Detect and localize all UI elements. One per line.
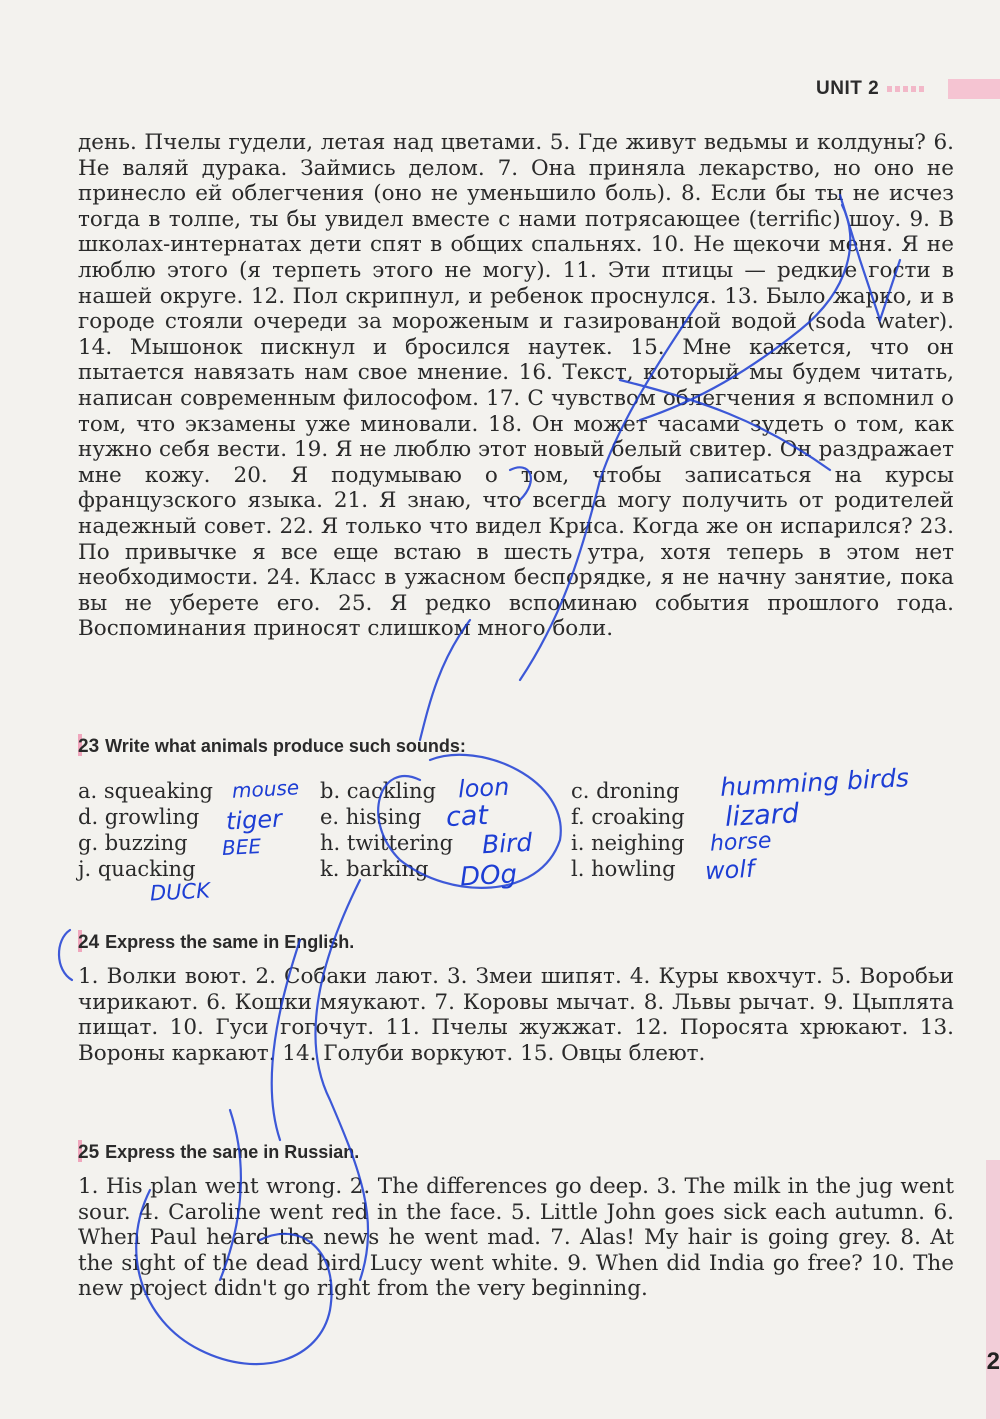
- handwritten-answer: DUCK: [149, 878, 211, 906]
- handwritten-answer: loon: [457, 772, 510, 804]
- exercise-24-text: 1. Волки воют. 2. Собаки лают. 3. Змеи шипят. 4. Куры квохчут. 5. Воробьи чирикают. 6. Кошки мяукают. 7. Коровы мычат. 8. Львы рычат. 9. Цыплята пищат. 10. Гуси гогочут. 11. Пчелы жужжат. 12. Поросята хрюкают. 13. Вороны каркают. 14. Голуби воркуют. 15. Овцы блеют.: [78, 964, 954, 1066]
- handwritten-answer: horse: [709, 828, 773, 857]
- handwritten-answer: lizard: [724, 798, 800, 833]
- exercise-24-number: 24: [78, 932, 100, 953]
- handwritten-answer: mouse: [231, 775, 300, 803]
- animal-row: [78, 805, 778, 831]
- handwritten-answer: BEE: [221, 833, 262, 861]
- sound-item: g. buzzing: [78, 831, 188, 855]
- sound-item: j. quacking: [78, 857, 196, 881]
- animal-row: [78, 831, 778, 857]
- sound-item: a. squeaking: [78, 779, 213, 803]
- animal-sounds-list: [78, 779, 778, 883]
- sound-item: l. howling: [571, 857, 676, 881]
- sound-item: f. croaking: [571, 805, 685, 829]
- scribble-stroke: [59, 930, 72, 980]
- exercise-23-title: Write what animals produce such sounds:: [105, 736, 466, 756]
- exercise-23-number: 23: [78, 736, 100, 757]
- handwritten-answer: tiger: [225, 804, 283, 836]
- sound-item: h. twittering: [320, 831, 454, 855]
- exercise-23-heading: [78, 736, 466, 758]
- handwritten-answer: cat: [445, 799, 489, 834]
- unit-dots: [887, 86, 924, 92]
- sound-item: b. cackling: [320, 779, 436, 803]
- unit-label: UNIT 2: [816, 78, 880, 99]
- handwritten-answer: humming birds: [719, 763, 910, 802]
- exercise-25-title: Express the same in Russian.: [105, 1142, 360, 1162]
- exercise-25-heading: [78, 1142, 359, 1164]
- handwritten-answer: Bird: [481, 827, 533, 860]
- sound-item: k. barking: [320, 857, 429, 881]
- exercise-25-number: 25: [78, 1142, 100, 1163]
- sound-item: e. hissing: [320, 805, 422, 829]
- side-strip: [986, 1160, 1000, 1419]
- exercise-25-text: 1. His plan went wrong. 2. The differences go deep. 3. The milk in the jug went sour. 4. Caroline went red in the face. 5. Little John goes sick each autumn. 6. When Paul heard the news he went mad. 7. Alas! My hair is going grey. 8. At the sight of the dead bird Lucy went white. 9. When did India go free? 10. The new project didn't go right from the very beginning.: [78, 1174, 954, 1302]
- animal-row: [78, 779, 778, 805]
- page-number: 2: [986, 1348, 1000, 1375]
- handwritten-answer: wolf: [704, 854, 756, 886]
- unit-header: [816, 76, 1000, 102]
- exercise-24-heading: [78, 932, 354, 954]
- sound-item: c. droning: [571, 779, 680, 803]
- intro-paragraph: день. Пчелы гудели, летая над цветами. 5. Где живут ведьмы и колдуны? 6. Не валяй дурака. Займись делом. 7. Она приняла лекарство, но оно не принесло ей облегчения (оно не уменьшило боль). 8. Если бы ты не исчез тогда в толпе, ты бы увидел вместе с нами потрясающее (terrific) шоу. 9. В школах-интернатах дети спят в общих спальнях. 10. Не щекочи меня. Я не люблю этого (я терпеть этого не могу). 11. Эти птицы — редкие гости в нашей округе. 12. Пол скрипнул, и ребенок проснулся. 13. Было жарко, и в городе стояли очереди за мороженым и газированной водой (soda water). 14. Мышонок пискнул и бросился наутек. 15. Мне кажется, что он пытается навязать нам свое мнение. 16. Текст, который мы будем читать, написан современным философом. 17. С чувством облегчения я вспомнил о том, что экзамены уже миновали. 18. Он может часами зудеть о том, как нужно себя вести. 19. Я не люблю этот новый белый свитер. Он раздражает мне кожу. 20. Я подумываю о том, чтобы записаться на курсы французского языка. 21. Я знаю, что всегда могу получить от родителей надежный совет. 22. Я только что видел Криса. Когда же он испарился? 23. По привычке я все еще встаю в шесть утра, хотя теперь в этом нет необходимости. 24. Класс в ужасном беспорядке, я не начну занятие, пока вы не уберете его. 25. Я редко вспоминаю события прошлого года. Воспоминания приносят слишком много боли.: [78, 130, 954, 642]
- unit-bar: [948, 79, 1000, 99]
- sound-item: i. neighing: [571, 831, 685, 855]
- handwritten-answer: DOg: [459, 859, 518, 893]
- exercise-24-title: Express the same in English.: [105, 932, 355, 952]
- sound-item: d. growling: [78, 805, 200, 829]
